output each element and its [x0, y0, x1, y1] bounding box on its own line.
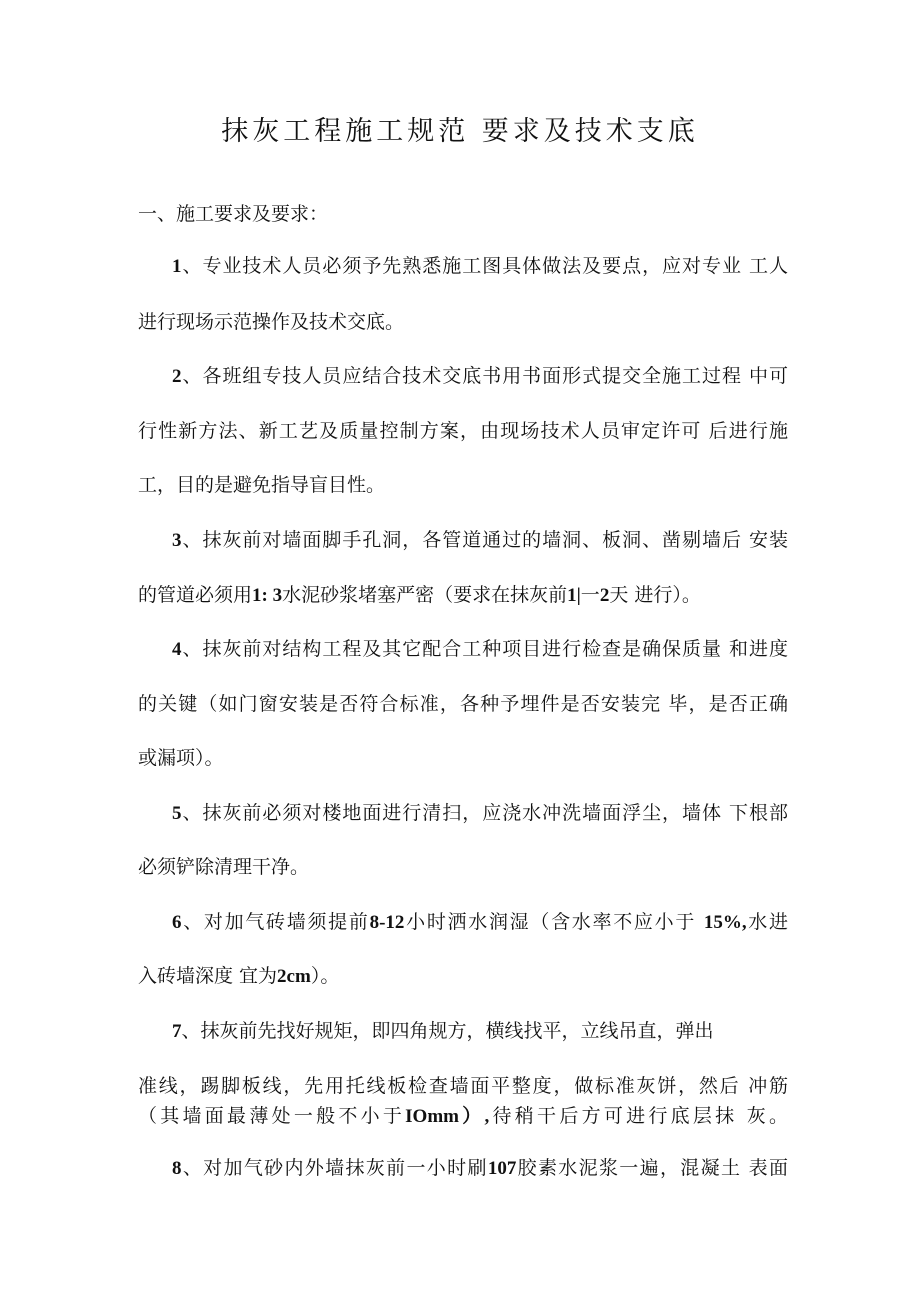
item-6-line-1 — [172, 904, 788, 940]
glue-value: 107 — [487, 1158, 517, 1179]
item-1-line-2: 进行现场示范操作及技术交底。 — [138, 311, 405, 333]
item-text: 水进 — [746, 911, 788, 933]
day-value: 1| — [567, 585, 581, 606]
day-value: 2 — [599, 585, 610, 606]
item-text: 、专业技术人员必须予先熟悉施工图具体做法及要点，应对专业 工人 — [181, 255, 788, 277]
item-number: 7 — [172, 1021, 182, 1042]
item-number: 8 — [172, 1158, 182, 1179]
section-heading: 一、施工要求及要求： — [138, 203, 329, 225]
item-text: 天 进行）。 — [609, 584, 701, 606]
item-2-line-3: 工，目的是避免指导盲目性。 — [138, 474, 386, 496]
item-3-line-1 — [172, 522, 788, 558]
item-number: 5 — [172, 803, 182, 824]
item-2-line-1 — [172, 358, 788, 394]
item-3-line-2 — [138, 577, 788, 613]
item-text: 胶素水泥浆一遍，混凝土 表面 — [516, 1157, 788, 1179]
item-text: 小时洒水润湿（含水率不应小于 — [404, 911, 704, 933]
item-text: 水泥砂浆堵塞严密（要求在抹灰前 — [282, 584, 568, 606]
item-7-line-2: 准线，踢脚板线，先用托线板检查墙面平整度，做标准灰饼，然后 冲筋 — [138, 1075, 788, 1097]
item-1-line-1 — [172, 248, 788, 284]
item-text: ）。 — [310, 965, 340, 987]
item-text: 、对加气砂内外墙抹灰前一小时刷 — [181, 1157, 488, 1179]
thickness-value: IOmm）, — [405, 1106, 490, 1127]
percent-value: 15%, — [703, 912, 747, 933]
item-text: 的管道必须用 — [138, 584, 253, 606]
item-5-line-1 — [172, 795, 788, 831]
item-text: （其墙面最薄处一般不小于 — [138, 1105, 406, 1127]
item-number: 4 — [172, 639, 182, 660]
item-number: 1 — [172, 256, 182, 277]
item-4-line-3: 或漏项）。 — [138, 747, 224, 769]
item-text: 、抹灰前对墙面脚手孔洞，各管道通过的墙洞、板洞、凿剔墙后 安装 — [181, 529, 788, 551]
item-number: 6 — [172, 912, 182, 933]
item-text: 一 — [580, 584, 600, 606]
item-text: 、各班组专技人员应结合技术交底书用书面形式提交全施工过程 中可 — [181, 365, 788, 387]
item-text: 、抹灰前先找好规矩，即四角规方，横线找平，立线吊直，弹出 — [181, 1020, 714, 1042]
item-7-line-3 — [138, 1098, 788, 1134]
ratio-value: 1: 3 — [252, 585, 283, 606]
item-number: 2 — [172, 366, 182, 387]
item-text: 待稍干后方可进行底层抹 灰。 — [489, 1105, 788, 1127]
hours-value: 8-12 — [369, 912, 405, 933]
item-text: 入砖墙深度 宜为 — [138, 965, 278, 987]
item-text: 、抹灰前对结构工程及其它配合工种项目进行检查是确保质量 和进度 — [181, 638, 788, 660]
item-7-line-1 — [172, 1013, 788, 1049]
item-4-line-1 — [172, 631, 788, 667]
item-4-line-2: 的关键（如门窗安装是否符合标准，各种予埋件是否安装完 毕，是否正确 — [138, 693, 788, 715]
document-title: 抹灰工程施工规范 要求及技术支底 — [221, 116, 699, 147]
item-text: 、抹灰前必须对楼地面进行清扫，应浇水冲洗墙面浮尘，墙体 下根部 — [181, 802, 788, 824]
item-8-line-1 — [172, 1150, 788, 1186]
item-text: 、对加气砖墙须提前 — [181, 911, 370, 933]
depth-value: 2cm — [277, 966, 311, 987]
item-2-line-2: 行性新方法、新工艺及质量控制方案，由现场技术人员审定许可 后进行施 — [138, 420, 788, 442]
item-5-line-2: 必须铲除清理干净。 — [138, 856, 310, 878]
item-6-line-2 — [138, 958, 788, 994]
item-number: 3 — [172, 530, 182, 551]
